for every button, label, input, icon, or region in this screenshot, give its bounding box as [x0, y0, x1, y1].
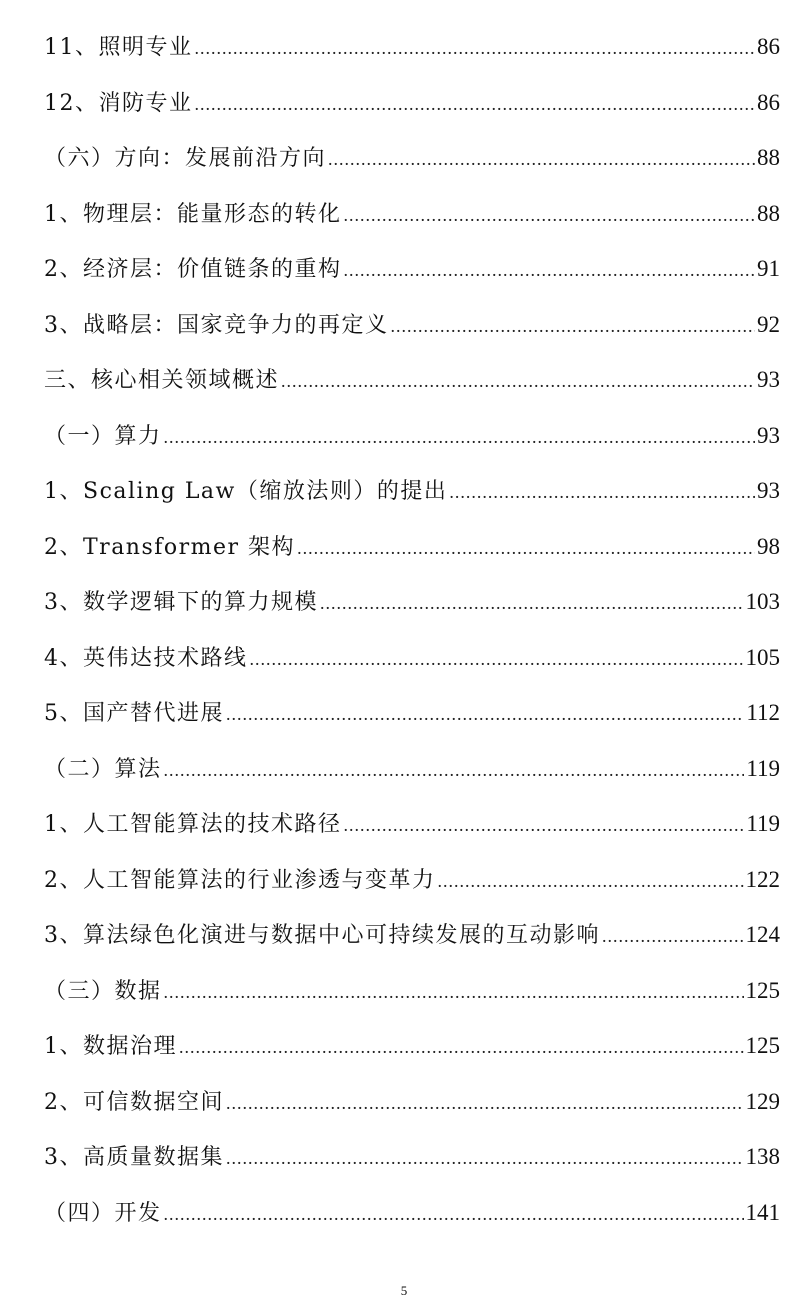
- toc-dot-leader: [344, 260, 756, 281]
- toc-dot-leader: [449, 482, 755, 503]
- toc-entry[interactable]: [44, 863, 780, 919]
- toc-entry-page: 86: [757, 34, 780, 59]
- table-of-contents: [44, 30, 780, 1251]
- toc-dot-leader: [391, 316, 756, 337]
- toc-entry-page: 93: [757, 367, 780, 392]
- toc-entry-title: 1、数据治理: [44, 1034, 177, 1059]
- toc-entry-title: 2、可信数据空间: [44, 1089, 224, 1115]
- toc-entry-title: 三、核心相关领域概述: [44, 368, 280, 393]
- toc-entry-title: 5、国产替代进展: [44, 701, 224, 726]
- toc-entry[interactable]: [44, 141, 780, 197]
- toc-entry-page: 125: [745, 1033, 780, 1058]
- toc-dot-leader: [320, 593, 744, 614]
- toc-entry[interactable]: [44, 308, 780, 364]
- toc-entry-page: 129: [745, 1088, 780, 1114]
- toc-entry[interactable]: [44, 86, 780, 142]
- toc-entry-page: 122: [745, 866, 780, 892]
- toc-dot-leader: [164, 427, 755, 448]
- toc-entry[interactable]: [44, 30, 780, 86]
- page-number: 5: [400, 1283, 408, 1298]
- toc-entry-page: 141: [745, 1199, 780, 1225]
- toc-entry-page: 112: [746, 700, 780, 725]
- toc-entry-title: 2、人工智能算法的行业渗透与变革力: [44, 867, 436, 893]
- toc-dot-leader: [281, 371, 755, 392]
- toc-entry-page: 125: [745, 977, 780, 1003]
- toc-entry[interactable]: [44, 752, 780, 808]
- toc-entry[interactable]: [44, 1029, 780, 1085]
- toc-entry-title: 1、Scaling Law（缩放法则）的提出: [44, 479, 448, 504]
- toc-entry-title: 1、人工智能算法的技术路径: [44, 812, 342, 837]
- toc-entry-title: 12、消防专业: [44, 90, 193, 116]
- toc-entry[interactable]: [44, 918, 780, 974]
- toc-entry[interactable]: [44, 363, 780, 419]
- toc-entry-page: 119: [746, 755, 780, 781]
- toc-dot-leader: [344, 205, 756, 226]
- toc-entry[interactable]: [44, 1085, 780, 1141]
- toc-dot-leader: [226, 704, 744, 725]
- toc-entry-title: （二）算法: [44, 756, 162, 782]
- toc-dot-leader: [164, 1204, 744, 1225]
- toc-entry-title: 4、英伟达技术路线: [44, 645, 248, 671]
- toc-dot-leader: [226, 1093, 744, 1114]
- toc-entry-page: 93: [757, 422, 780, 448]
- toc-dot-leader: [195, 94, 756, 115]
- toc-dot-leader: [250, 649, 744, 670]
- toc-dot-leader: [195, 38, 756, 59]
- toc-entry-page: 93: [757, 478, 780, 503]
- toc-entry[interactable]: [44, 197, 780, 253]
- toc-entry-page: 105: [745, 644, 780, 670]
- toc-dot-leader: [438, 871, 744, 892]
- toc-dot-leader: [179, 1037, 744, 1058]
- toc-entry-page: 98: [757, 533, 780, 559]
- toc-entry[interactable]: [44, 807, 780, 863]
- toc-entry[interactable]: [44, 974, 780, 1030]
- toc-entry[interactable]: [44, 1140, 780, 1196]
- toc-dot-leader: [344, 815, 745, 836]
- toc-entry-title: 11、照明专业: [44, 35, 193, 60]
- toc-entry-page: 92: [757, 311, 780, 337]
- toc-dot-leader: [297, 538, 755, 559]
- toc-entry-page: 86: [757, 89, 780, 115]
- toc-dot-leader: [226, 1148, 744, 1169]
- toc-entry[interactable]: [44, 252, 780, 308]
- toc-entry-title: （六）方向：发展前沿方向: [44, 146, 327, 171]
- toc-entry-title: 3、高质量数据集: [44, 1145, 224, 1170]
- toc-entry-title: （三）数据: [44, 978, 162, 1004]
- toc-entry-title: 2、经济层：价值链条的重构: [44, 257, 342, 282]
- toc-entry-page: 103: [745, 589, 780, 614]
- toc-entry[interactable]: [44, 1196, 780, 1252]
- toc-entry-title: 3、算法绿色化演进与数据中心可持续发展的互动影响: [44, 923, 600, 948]
- toc-entry[interactable]: [44, 419, 780, 475]
- toc-entry-title: 3、数学逻辑下的算力规模: [44, 590, 318, 615]
- toc-entry-title: 3、战略层：国家竞争力的再定义: [44, 312, 389, 338]
- toc-entry-page: 119: [746, 811, 780, 836]
- toc-entry[interactable]: [44, 530, 780, 586]
- toc-entry[interactable]: [44, 696, 780, 752]
- toc-entry-page: 138: [745, 1144, 780, 1169]
- toc-dot-leader: [164, 982, 744, 1003]
- toc-entry[interactable]: [44, 641, 780, 697]
- toc-entry-page: 88: [757, 145, 780, 170]
- toc-dot-leader: [602, 926, 744, 947]
- toc-entry-title: 1、物理层：能量形态的转化: [44, 201, 342, 227]
- toc-dot-leader: [328, 149, 755, 170]
- toc-entry-title: （四）开发: [44, 1200, 162, 1226]
- toc-entry-title: （一）算力: [44, 423, 162, 449]
- toc-entry-page: 91: [757, 256, 780, 281]
- toc-entry-title: 2、Transformer 架构: [44, 534, 296, 560]
- toc-entry[interactable]: [44, 474, 780, 530]
- toc-entry-page: 124: [745, 922, 780, 947]
- toc-entry-page: 88: [757, 200, 780, 226]
- toc-entry[interactable]: [44, 585, 780, 641]
- toc-dot-leader: [164, 760, 745, 781]
